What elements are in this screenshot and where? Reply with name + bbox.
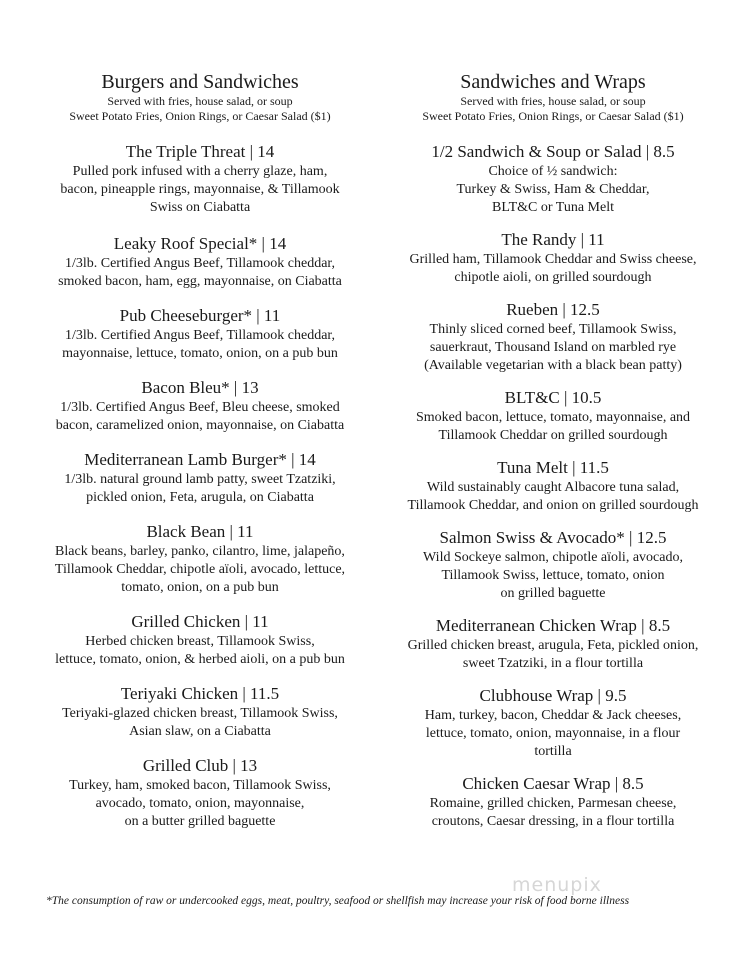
menu-item [388, 615, 718, 673]
item-description-line: on a butter grilled baguette [124, 814, 276, 829]
item-description-line: BLT&C or Tuna Melt [491, 200, 614, 215]
menu-item [388, 457, 718, 515]
item-description-line: Tillamook Cheddar, chipotle aïoli, avocado, lettuce, [54, 562, 346, 577]
item-description-line: sauerkraut, Thousand Island on marbled rye [429, 340, 677, 355]
menu-item [24, 377, 376, 435]
menu-item [24, 683, 376, 741]
item-description-line: tortilla [534, 744, 572, 759]
item-description-line: Teriyaki-glazed chicken breast, Tillamook Swiss, [62, 706, 338, 721]
item-description-line: Thinly sliced corned beef, Tillamook Swiss, [429, 322, 677, 337]
item-title: BLT&C | 10.5 [504, 388, 602, 407]
menu-item [24, 521, 376, 597]
item-title: Salmon Swiss & Avocado* | 12.5 [439, 528, 667, 547]
item-description-line: Choice of ½ sandwich: [488, 164, 618, 179]
item-description-line: Swiss on Ciabatta [149, 200, 251, 215]
wraps-column [388, 70, 718, 831]
item-description-line: bacon, caramelized onion, mayonnaise, on Ciabatta [55, 418, 345, 433]
item-title: Clubhouse Wrap | 9.5 [479, 686, 627, 705]
item-description-line: tomato, onion, on a pub bun [121, 580, 279, 595]
menu-item [388, 229, 718, 287]
item-description-line: lettuce, tomato, onion, mayonnaise, in a flour [425, 726, 681, 741]
item-description-line: Asian slaw, on a Ciabatta [129, 724, 271, 739]
item-description-line: Tillamook Swiss, lettuce, tomato, onion [441, 568, 665, 583]
item-title: Chicken Caesar Wrap | 8.5 [462, 774, 644, 793]
item-description-line: (Available vegetarian with a black bean patty) [424, 358, 682, 373]
item-description-line: Wild Sockeye salmon, chipotle aïoli, avocado, [423, 550, 683, 565]
menu-item [24, 611, 376, 669]
menu-item [24, 755, 376, 831]
item-description-line: on grilled baguette [500, 586, 606, 601]
item-description-line: mayonnaise, lettuce, tomato, onion, on a pub bun [62, 346, 338, 361]
item-title: Mediterranean Chicken Wrap | 8.5 [435, 616, 671, 635]
section-subtitle: Sweet Potato Fries, Onion Rings, or Caesar Salad ($1) [422, 109, 684, 123]
item-description-line: Smoked bacon, lettuce, tomato, mayonnaise, and [415, 410, 691, 425]
item-description-line: 1/3lb. Certified Angus Beef, Bleu cheese, smoked [60, 400, 340, 415]
menu-items [24, 141, 376, 831]
section-title: Burgers and Sandwiches [101, 71, 299, 93]
item-description-line: croutons, Caesar dressing, in a flour tortilla [431, 814, 675, 829]
item-description-line: bacon, pineapple rings, mayonnaise, & Tillamook [60, 182, 340, 197]
item-description-line: Romaine, grilled chicken, Parmesan cheese, [429, 796, 677, 811]
menu-item [388, 773, 718, 831]
item-description-line: 1/3lb. natural ground lamb patty, sweet Tzatziki, [64, 472, 336, 487]
menu-item [24, 141, 376, 217]
item-description-line: pickled onion, Feta, arugula, on Ciabatta [86, 490, 314, 505]
section-subtitle: Sweet Potato Fries, Onion Rings, or Caesar Salad ($1) [69, 109, 331, 123]
item-description-line: lettuce, tomato, onion, & herbed aioli, on a pub bun [55, 652, 345, 667]
item-description-line: Tillamook Cheddar on grilled sourdough [438, 428, 668, 443]
burgers-column [24, 70, 376, 831]
item-description-line: Wild sustainably caught Albacore tuna salad, [426, 480, 680, 495]
item-description-line: Tillamook Cheddar, and onion on grilled sourdough [407, 498, 699, 513]
item-title: Teriyaki Chicken | 11.5 [120, 684, 280, 703]
menu-item [24, 305, 376, 363]
item-description-line: 1/3lb. Certified Angus Beef, Tillamook cheddar, [64, 328, 336, 343]
item-title: Pub Cheeseburger* | 11 [119, 306, 281, 325]
menu-item [24, 233, 376, 291]
item-description-line: sweet Tzatziki, in a flour tortilla [462, 656, 644, 671]
section-subtitle: Served with fries, house salad, or soup [460, 94, 646, 108]
item-title: 1/2 Sandwich & Soup or Salad | 8.5 [431, 142, 675, 161]
menu-item [388, 387, 718, 445]
item-title: Black Bean | 11 [146, 522, 254, 541]
item-description-line: Grilled ham, Tillamook Cheddar and Swiss cheese, [409, 252, 697, 267]
item-title: Tuna Melt | 11.5 [497, 458, 609, 477]
item-description-line: avocado, tomato, onion, mayonnaise, [95, 796, 305, 811]
menu-item [388, 685, 718, 761]
section-title: Sandwiches and Wraps [460, 71, 646, 93]
item-title: Rueben | 12.5 [506, 300, 600, 319]
section-subtitle: Served with fries, house salad, or soup [107, 94, 293, 108]
item-title: The Randy | 11 [501, 230, 605, 249]
menu-item [388, 527, 718, 603]
item-title: Leaky Roof Special* | 14 [113, 234, 287, 253]
item-title: Bacon Bleu* | 13 [141, 378, 259, 397]
menu-item [388, 299, 718, 375]
item-title: The Triple Threat | 14 [125, 142, 275, 161]
item-title: Grilled Chicken | 11 [131, 612, 269, 631]
item-description-line: Turkey & Swiss, Ham & Cheddar, [456, 182, 650, 197]
menu-item [24, 449, 376, 507]
item-title: Grilled Club | 13 [142, 756, 258, 775]
item-description-line: 1/3lb. Certified Angus Beef, Tillamook cheddar, [64, 256, 336, 271]
menu-items [388, 141, 718, 831]
item-description-line: Ham, turkey, bacon, Cheddar & Jack cheeses, [424, 708, 682, 723]
item-description-line: Pulled pork infused with a cherry glaze, ham, [72, 164, 328, 179]
watermark-logo: menupix [512, 874, 602, 896]
item-description-line: smoked bacon, ham, egg, mayonnaise, on Ciabatta [58, 274, 342, 289]
item-title: Mediterranean Lamb Burger* | 14 [84, 450, 316, 469]
item-description-line: Black beans, barley, panko, cilantro, lime, jalapeño, [55, 544, 345, 559]
item-description-line: Turkey, ham, smoked bacon, Tillamook Swiss, [69, 778, 331, 793]
menu-item [388, 141, 718, 217]
footnote: *The consumption of raw or undercooked eggs, meat, poultry, seafood or shellfish may increase your risk of food borne illness [46, 895, 630, 907]
item-description-line: Grilled chicken breast, arugula, Feta, pickled onion, [407, 638, 699, 653]
item-description-line: chipotle aioli, on grilled sourdough [454, 270, 652, 285]
item-description-line: Herbed chicken breast, Tillamook Swiss, [85, 634, 315, 649]
